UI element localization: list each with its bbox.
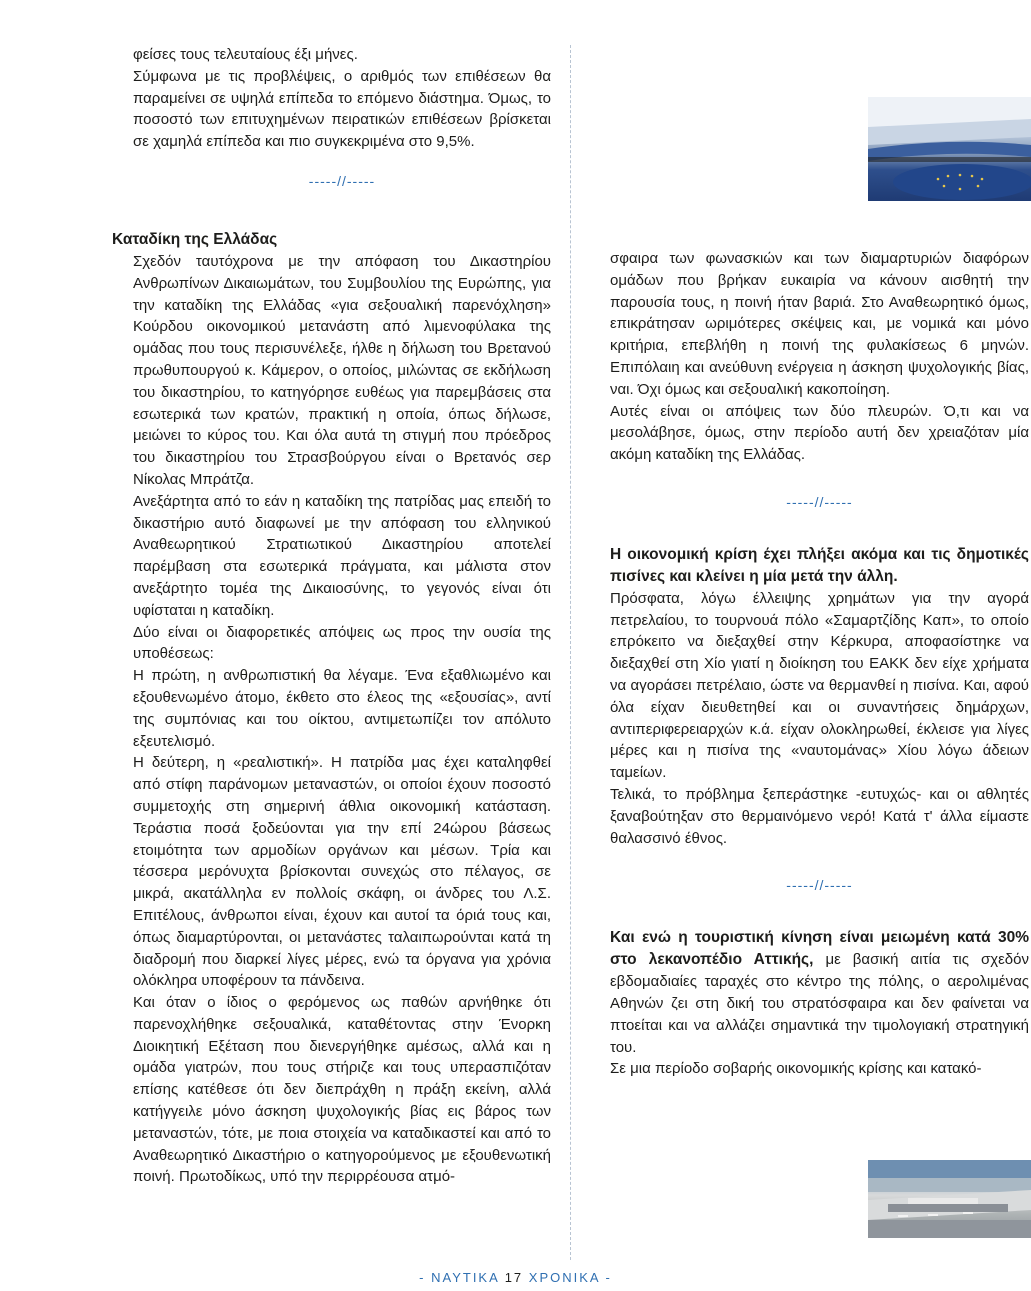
left-column-body bbox=[133, 251, 551, 1188]
separator: -----//----- bbox=[308, 172, 376, 189]
airport-image bbox=[868, 1160, 1031, 1238]
heading-continuation: με βασική αιτία τις σχεδόν εβδομαδιαίες ταραχές στο κέντρο της πόλης, ο αερολιμένας Αθηνών ζει στη δική του στρατόσφαιρα και δεν φαίνεται να πτοείται και να αλλάζει σημαντικά την τιμολογιακή στρατηγική του. bbox=[610, 951, 1029, 1056]
paragraph: Ανεξάρτητα από το εάν η καταδίκη της πατρίδας μας επειδή το δικαστήριο αυτό διαφωνεί με την απόφαση του ελληνικού Αναθεωρητικού Στρατιωτικού Δικαστηρίου αποτελεί παρέμβαση στα εσωτερικά πράγματα, και μάλιστα στον ανεξάρτητο τομέα της Δικαιοσύνης, το γεγονός είναι ότι υφίσταται η καταδίκη. bbox=[133, 492, 551, 619]
paragraph: Σε μια περίοδο σοβαρής οικονομικής κρίσης και κατακό- bbox=[610, 1060, 982, 1078]
airport-photo bbox=[868, 1160, 1031, 1238]
section-heading-airport: Και ενώ η τουριστική κίνηση είναι μειωμένη κατά 30% στο λεκανοπέδιο Αττικής, bbox=[610, 929, 1029, 969]
section-heading-condemnation: Καταδίκη της Ελλάδας bbox=[112, 231, 278, 248]
court-photo bbox=[868, 97, 1031, 201]
paragraph: Σχεδόν ταυτόχρονα με την απόφαση του Δικαστηρίου Ανθρωπίνων Δικαιωμάτων, του Συμβουλίου της Ευρώπης, για την καταδίκη της Ελλάδας «για σεξουαλική παρενόχληση» Κούρδου οικονομικού μετανάστη από λιμενοφύλακα της ομάδας που τους περισυνέλεξε, ήλθε η δήλωση του Βρετανού πρωθυπουργού κ. Κάμερον, ο οποίος, μιλώντας σε εκδήλωση του δικαστηρίου, το κατηγόρησε ευθέως για παρεμβάσεις στα εσωτερικά των κρατών, πρακτική η οποία, όπως δήλωσε, μειώνει το κύρος του. Και όλα αυτά τη στιγμή που πρόεδρος του δικαστηρίου του Στρασβούργου είναι ο Βρετανός σερ Νίκολας Μπράτζα. bbox=[133, 253, 551, 488]
left-column bbox=[133, 44, 551, 211]
paragraph: σφαιρα των φωνασκιών και των διαμαρτυριών διαφόρων ομάδων που βρήκαν ευκαιρία να κάνουν αισθητή την παρουσία τους, η ποινή ήταν βαριά. Στο Αναθεωρητικό όμως, επικράτησαν ωριμότερες σκέψεις και, με νομικά και μόνο κριτήρια, επεβλήθη η ποινή της φυλακίσεως 6 μηνών. Επιπόλαιη και ανεύθυνη ενέργεια η άσκηση ψυχολογικής βίας, ναι. Όχι όμως και σεξουαλική κακοποίηση. bbox=[610, 250, 1029, 398]
footer-left: - ΝΑΥΤΙΚΑ bbox=[419, 1270, 500, 1285]
paragraph: Πρόσφατα, λόγω έλλειψης χρημάτων για την αγορά πετρελαίου, το τουρνουά πόλο «Σαμαρτζίδης Καπ», το οποίο επρόκειτο να διεξαχθεί στην Κέρκυρα, αποφασίστηκε να διεξαχθεί στη Χίο γιατί η διοίκηση του ΕΑΚΚ δεν είχε χρήματα να αγοράσει πετρέλαιο, ώστε να θερμανθεί η πισίνα. Και, αφού όλα είχαν διευθετηθεί και οι συναντήσεις δημάρχων, αντιπεριφερειαρχών κ.ά. είχαν ολοκληρωθεί, έκλεισε για λίγες μέρες και η πισίνα της «ναυτομάνας» Χίου λόγω άδειων ταμείων. bbox=[610, 589, 1029, 782]
intro-line: φείσες τους τελευταίους έξι μήνες. bbox=[133, 46, 358, 63]
section-heading-airport-paragraph bbox=[610, 927, 1029, 1058]
separator: -----//----- bbox=[786, 493, 853, 510]
courtroom-image bbox=[868, 97, 1031, 201]
footer-right: ΧΡΟΝΙΚΑ - bbox=[528, 1270, 612, 1285]
paragraph: Η δεύτερη, η «ρεαλιστική». Η πατρίδα μας έχει καταληφθεί από στίφη παράνομων μεταναστών, οι οποίοι έχουν ποσοστό συμμετοχής στη σημερινή άθλια οικονομική κατάσταση. Τεράστια ποσά ξοδεύονται για την επί 24ώρου βάσεως ετοιμότητα των αρμοδίων οργάνων και μέσων. Τρία και τέσσερα μερόνυχτα βρίσκονται συνεχώς στο πέλαγος, σε μικρά, ακατάλληλα εν πολλοίς σκάφη, οι άνδρες του Λ.Σ. Επιτέλους, άνθρωποι είναι, έχουν και αυτοί τα όριά τους και, όπως διαμαρτύρονται, οι μετανάστες ταλαιπωρούνται κατά τη διαδρομή που διαρκεί λίγες μέρες, ενώ τα όργανα για χρόνια ολόκληρα υποφέρουν τα πάνδεινα. bbox=[133, 754, 551, 990]
column-divider bbox=[570, 45, 571, 1260]
section-heading-pools: Η οικονομική κρίση έχει πλήξει ακόμα και τις δημοτικές πισίνες και κλείνει η μία μετά την άλλη. bbox=[610, 545, 1029, 585]
paragraph: Η πρώτη, η ανθρωπιστική θα λέγαμε. Ένα εξαθλιωμένο και εξουθενωμένο άτομο, έκθετο στο έλεος της «εξουσίας», αντί της συμπόνιας και του οίκτου, αντιμετωπίζει τον απόλυτο εξευτελισμό. bbox=[133, 667, 551, 750]
paragraph: Τελικά, το πρόβλημα ξεπεράστηκε -ευτυχώς- και οι αθλητές ξαναβούτηξαν στο θερμαινόμενο νερό! Κατά τ' άλλα είμαστε θαλασσινό έθνος. bbox=[610, 785, 1029, 847]
page-footer bbox=[0, 1270, 1031, 1285]
page-number: 17 bbox=[504, 1270, 524, 1285]
intro-paragraph: Σύμφωνα με τις προβλέψεις, ο αριθμός των επιθέσεων θα παραμείνει σε υψηλά επίπεδα το επόμενο διάστημα. Όμως, το ποσοστό των επιτυχημένων πειρατικών επιθέσεων βρίσκεται σε χαμηλά επίπεδα και πιο συγκεκριμένα στο 9,5%. bbox=[133, 67, 551, 151]
paragraph: Και όταν ο ίδιος ο φερόμενος ως παθών αρνήθηκε ότι παρενοχλήθηκε σεξουαλικά, καταθέτοντας στην Ένορκη Διοικητική Εξέταση που διενεργήθηκε αμέσως, αλλά και η ομάδα γιατρών, που τους στήριζε και τους υπερασπιζόταν επίσης κατέθεσε ότι δεν διεπράχθη η πράξη εκείνη, αλλά κατήγγειλε μόνο άσκηση ψυχολογικής βίας εις βάρος των μεταναστών, τότε, με ποια στοιχεία να καταδικαστεί και από το Αναθεωρητικό Δικαστήριο ο κατηγορούμενος με εξουθενωτική ποινή. Πρωτοδίκως, υπό την περιρρέουσα ατμό- bbox=[133, 994, 551, 1186]
paragraph: Δύο είναι οι διαφορετικές απόψεις ως προς την ουσία της υποθέσεως: bbox=[133, 623, 551, 663]
right-column bbox=[610, 248, 1029, 1080]
separator: -----//----- bbox=[786, 877, 853, 894]
paragraph: Αυτές είναι οι απόψεις των δύο πλευρών. Ό,τι και να μεσολάβησε, όμως, στην περίοδο αυτή δεν χρειαζόταν μία ακόμη καταδίκη της Ελλάδας. bbox=[610, 402, 1029, 464]
